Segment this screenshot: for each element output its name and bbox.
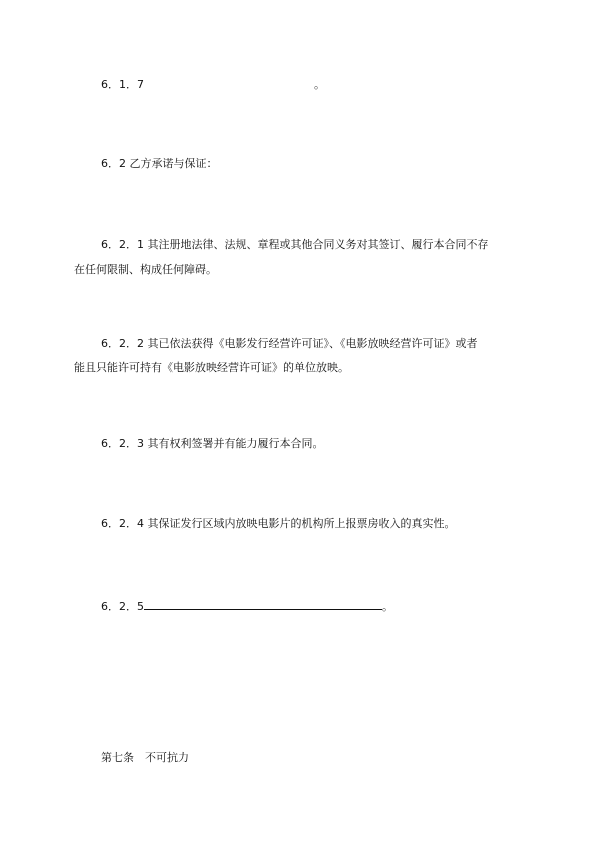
- clause-6-2-5: [101, 597, 393, 614]
- clause-6-1-7: [101, 78, 325, 92]
- clause-number: 6．2．5: [101, 600, 144, 613]
- clause-6-2-1-line1: 6．2．1 其注册地法律、法规、章程或其他合同义务对其签订、履行本合同不存: [101, 238, 489, 251]
- clause-end-mark: 。: [382, 600, 393, 613]
- clause-number: 6．1．7: [101, 78, 144, 91]
- clause-6-2-3: 6．2．3 其有权利签署并有能力履行本合同。: [101, 437, 324, 450]
- clause-6-2-heading: 6．2 乙方承诺与保证：: [101, 157, 218, 170]
- clause-6-2-2-line2: 能且只能许可持有《电影放映经营许可证》的单位放映。: [74, 361, 349, 374]
- article-7-title: 第七条 不可抗力: [101, 751, 189, 764]
- fill-in-blank-line: [144, 597, 382, 610]
- clause-6-2-1-line2: 在任何限制、构成任何障碍。: [74, 263, 217, 276]
- clause-6-2-4: 6．2．4 其保证发行区域内放映电影片的机构所上报票房收入的真实性。: [101, 517, 456, 530]
- clause-6-2-2-line1: 6．2．2 其已依法获得《电影发行经营许可证》、《电影放映经营许可证》或者: [101, 337, 478, 350]
- clause-end-mark: 。: [314, 78, 325, 91]
